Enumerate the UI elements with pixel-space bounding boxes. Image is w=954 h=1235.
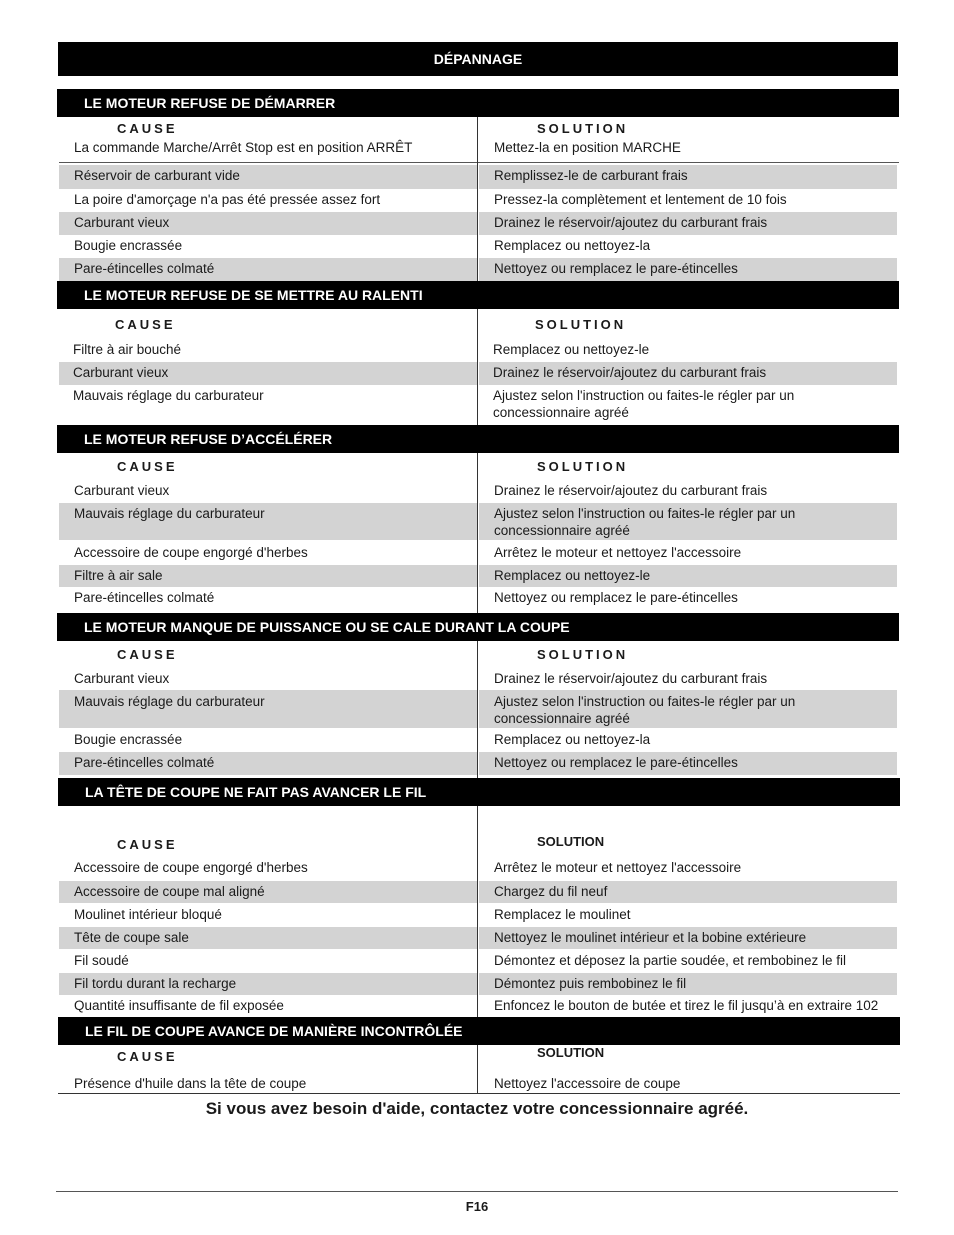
section-line-advances-uncontrolled xyxy=(58,1017,900,1093)
section-engine-lacks-power xyxy=(57,613,899,778)
cause-cell: Pare-étincelles colmaté xyxy=(74,590,215,605)
cause-cell: Bougie encrassée xyxy=(74,732,183,747)
cause-cell: Accessoire de coupe engorgé d'herbes xyxy=(74,860,308,875)
cause-cell: Mauvais réglage du carburateur xyxy=(74,506,265,521)
table-row xyxy=(58,1071,900,1093)
cause-cell: Réservoir de carburant vide xyxy=(74,168,240,183)
section-title: LE MOTEUR MANQUE DE PUISSANCE OU SE CALE DURANT LA COUPE xyxy=(57,613,899,641)
solution-cell: Nettoyez ou remplacez le pare-étincelles xyxy=(494,590,738,605)
solution-cell: Démontez et déposez la partie soudée, et rembobinez le fil xyxy=(494,953,846,968)
solution-cell: Nettoyez l'accessoire de coupe xyxy=(494,1076,681,1091)
cause-cell: Accessoire de coupe mal aligné xyxy=(74,884,265,899)
cause-cell: Bougie encrassée xyxy=(74,238,183,253)
solution-cell: Mettez-la en position MARCHE xyxy=(494,140,681,155)
table-row xyxy=(57,503,899,540)
solution-header: SOLUTION xyxy=(537,647,629,662)
section-head-wont-feed xyxy=(58,778,900,1017)
cause-cell: Filtre à air bouché xyxy=(73,342,182,357)
solution-cell: Nettoyez ou remplacez le pare-étincelles xyxy=(494,261,738,276)
solution-header: SOLUTION xyxy=(537,1045,605,1060)
table-row xyxy=(57,565,899,587)
solution-cell: Nettoyez ou remplacez le pare-étincelles xyxy=(494,755,738,770)
cause-cell: Accessoire de coupe engorgé d'herbes xyxy=(74,545,308,560)
table-row xyxy=(57,752,899,775)
cause-header: CAUSE xyxy=(117,459,178,474)
solution-cell: Ajustez selon l'instruction ou faites-le régler par un concessionnaire agréé xyxy=(493,388,795,420)
cause-cell: Pare-étincelles colmaté xyxy=(74,755,215,770)
cause-cell: Tête de coupe sale xyxy=(74,930,189,945)
table-row xyxy=(57,189,899,212)
cause-cell: Carburant vieux xyxy=(74,671,170,686)
help-text: Si vous avez besoin d'aide, contactez votre concessionnaire agréé. xyxy=(205,1099,749,1118)
section-engine-wont-accelerate xyxy=(57,425,899,613)
cause-cell: La poire d'amorçage n'a pas été pressée assez fort xyxy=(74,192,381,207)
page-number: F16 xyxy=(465,1199,489,1214)
table-row xyxy=(58,927,900,949)
solution-cell: Arrêtez le moteur et nettoyez l'accessoire xyxy=(494,545,742,560)
table-row xyxy=(57,212,899,235)
solution-cell: Remplacez le moulinet xyxy=(494,907,631,922)
table-bottom-rule xyxy=(58,1093,900,1094)
table-row xyxy=(58,903,900,927)
section-title: LE FIL DE COUPE AVANCE DE MANIÈRE INCONTRÔLÉE xyxy=(58,1017,900,1045)
table-row xyxy=(57,690,899,728)
cause-cell: Pare-étincelles colmaté xyxy=(74,261,215,276)
table-row xyxy=(57,587,899,613)
section-engine-wont-idle xyxy=(57,281,899,425)
table-row xyxy=(57,728,899,752)
cause-cell: Carburant vieux xyxy=(74,215,170,230)
table-row xyxy=(58,949,900,973)
cause-cell: Fil soudé xyxy=(74,953,129,968)
cause-cell: Présence d'huile dans la tête de coupe xyxy=(74,1076,307,1091)
solution-cell: Arrêtez le moteur et nettoyez l'accessoire xyxy=(494,860,742,875)
table-row xyxy=(57,480,899,503)
table-row xyxy=(57,540,899,565)
section-title: LE MOTEUR REFUSE DE SE METTRE AU RALENTI xyxy=(57,281,899,309)
solution-cell: Ajustez selon l'instruction ou faites-le régler par un concessionnaire agréé xyxy=(494,694,796,726)
table-row xyxy=(58,881,900,903)
solution-header: SOLUTION xyxy=(535,317,627,332)
cause-header: CAUSE xyxy=(117,837,178,852)
solution-cell: Démontez puis rembobinez le fil xyxy=(494,976,687,991)
cause-header: CAUSE xyxy=(115,317,176,332)
table-row xyxy=(57,339,899,362)
cause-header: CAUSE xyxy=(117,121,178,136)
table-row xyxy=(57,136,899,162)
cause-header: CAUSE xyxy=(117,1049,178,1064)
footer-rule xyxy=(56,1191,898,1192)
solution-cell: Drainez le réservoir/ajoutez du carburant frais xyxy=(494,215,768,230)
solution-header: SOLUTION xyxy=(537,121,629,136)
section-engine-wont-start xyxy=(57,89,899,281)
solution-cell: Pressez-la complètement et lentement de 10 fois xyxy=(494,192,787,207)
cause-cell: Quantité insuffisante de fil exposée xyxy=(74,998,284,1013)
cause-cell: La commande Marche/Arrêt Stop est en position ARRÊT xyxy=(74,140,413,155)
table-row xyxy=(57,165,899,189)
cause-cell: Mauvais réglage du carburateur xyxy=(74,694,265,709)
solution-cell: Drainez le réservoir/ajoutez du carburant frais xyxy=(494,483,768,498)
table-row xyxy=(58,973,900,995)
solution-cell: Nettoyez le moulinet intérieur et la bobine extérieure xyxy=(494,930,807,945)
solution-cell: Chargez du fil neuf xyxy=(494,884,608,899)
table-row xyxy=(57,235,899,258)
cause-cell: Filtre à air sale xyxy=(74,568,163,583)
solution-cell: Remplacez ou nettoyez-le xyxy=(494,568,651,583)
solution-header: SOLUTION xyxy=(537,459,629,474)
table-row xyxy=(57,258,899,281)
solution-header: SOLUTION xyxy=(537,834,605,849)
solution-cell: Drainez le réservoir/ajoutez du carburant frais xyxy=(493,365,767,380)
section-title: LE MOTEUR REFUSE DE DÉMARRER xyxy=(57,89,899,117)
cause-cell: Carburant vieux xyxy=(73,365,169,380)
solution-cell: Remplacez ou nettoyez-la xyxy=(494,732,651,747)
solution-cell: Ajustez selon l'instruction ou faites-le régler par un concessionnaire agréé xyxy=(494,506,796,538)
cause-cell: Fil tordu durant la recharge xyxy=(74,976,237,991)
solution-cell: Remplissez-le de carburant frais xyxy=(494,168,688,183)
solution-cell: Remplacez ou nettoyez-la xyxy=(494,238,651,253)
solution-cell: Enfoncez le bouton de butée et tirez le fil jusqu’à en extraire 102 xyxy=(494,998,879,1013)
cause-cell: Mauvais réglage du carburateur xyxy=(73,388,264,403)
cause-header: CAUSE xyxy=(117,647,178,662)
cause-cell: Moulinet intérieur bloqué xyxy=(74,907,222,922)
table-row xyxy=(58,856,900,881)
table-row xyxy=(57,385,899,425)
solution-cell: Drainez le réservoir/ajoutez du carburant frais xyxy=(494,671,768,686)
cause-cell: Carburant vieux xyxy=(74,483,170,498)
section-title: LA TÊTE DE COUPE NE FAIT PAS AVANCER LE FIL xyxy=(58,778,900,806)
page-title: DÉPANNAGE xyxy=(58,42,898,76)
section-title: LE MOTEUR REFUSE D’ACCÉLÉRER xyxy=(57,425,899,453)
table-row xyxy=(57,362,899,385)
solution-cell: Remplacez ou nettoyez-le xyxy=(493,342,650,357)
table-row xyxy=(57,668,899,690)
